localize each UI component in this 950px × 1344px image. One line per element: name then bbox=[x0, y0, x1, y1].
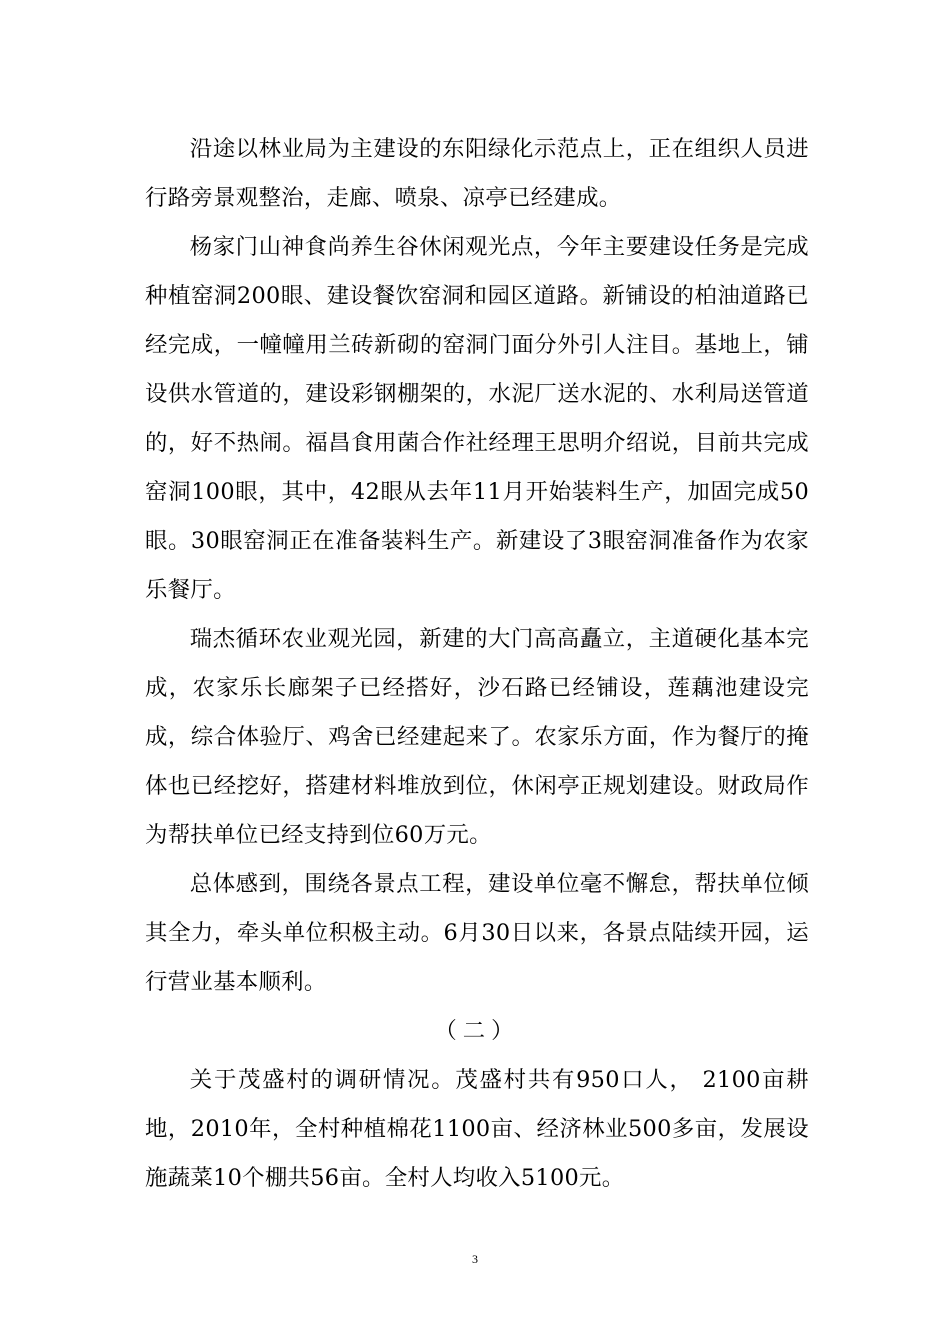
paragraph-greening-demo: 沿途以林业局为主建设的东阳绿化示范点上，正在组织人员进行路旁景观整治，走廊、喷泉、凉亭已经建成。 bbox=[145, 136, 809, 211]
paragraph-overall-summary: 总体感到，围绕各景点工程，建设单位毫不懈怠，帮扶单位倾其全力，牵头单位积极主动。6月30日以来，各景点陆续开园，运行营业基本顺利。 bbox=[145, 871, 809, 995]
page-body bbox=[145, 125, 809, 1203]
paragraph-maosheng-village: 关于茂盛村的调研情况。茂盛村共有950口人， 2100亩耕地，2010年，全村种植棉花1100亩、经济林业500多亩，发展设施蔬菜10个棚共56亩。全村人均收入5100元。 bbox=[145, 1067, 809, 1191]
page-number: 3 bbox=[472, 1252, 478, 1266]
section-heading: （二） bbox=[434, 1018, 520, 1044]
paragraph-ruijie-park: 瑞杰循环农业观光园，新建的大门高高矗立，主道硬化基本完成，农家乐长廊架子已经搭好，沙石路已经铺设，莲藕池建设完成，综合体验厅、鸡舍已经建起来了。农家乐方面，作为餐厅的掩体也已经挖好，搭建材料堆放到位，休闲亭正规划建设。财政局作为帮扶单位已经支持到位60万元。 bbox=[145, 626, 809, 848]
paragraph-yangjiamen-valley: 杨家门山神食尚养生谷休闲观光点，今年主要建设任务是完成种植窑洞200眼、建设餐饮窑洞和园区道路。新铺设的柏油道路已经完成，一幢幢用兰砖新砌的窑洞门面分外引人注目。基地上，铺设供水管道的，建设彩钢棚架的，水泥厂送水泥的、水利局送管道的，好不热闹。福昌食用菌合作社经理王思明介绍说，目前共完成窑洞100眼，其中，42眼从去年11月开始装料生产，加固完成50眼。30眼窑洞正在准备装料生产。新建设了3眼窑洞准备作为农家乐餐厅。 bbox=[145, 234, 809, 603]
